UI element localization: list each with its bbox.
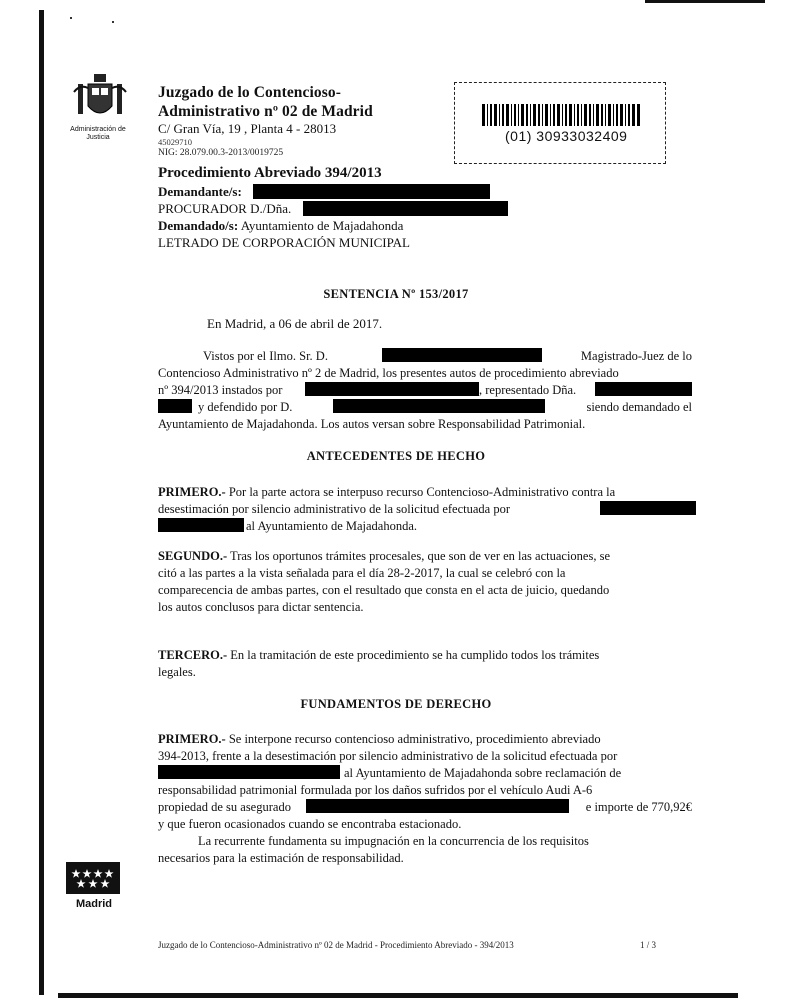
redaction-block bbox=[158, 518, 244, 532]
ant-primero-line3: al Ayuntamiento de Majadahonda. bbox=[246, 519, 418, 533]
footer-text: Juzgado de lo Contencioso-Administrativo nº 02 de Madrid - Procedimiento Abreviado - 394/2013 bbox=[158, 940, 514, 950]
ant-segundo-line4: los autos conclusos para dictar sentencia. bbox=[158, 600, 364, 614]
coat-of-arms-icon bbox=[70, 72, 130, 122]
fun-primero-line1 bbox=[158, 731, 692, 748]
ant-tercero-line1 bbox=[158, 647, 692, 664]
ant-tercero-lead: TERCERO.- bbox=[158, 648, 228, 662]
barcode-number: (01) 30933032409 bbox=[505, 128, 628, 144]
ant-tercero-line2: legales. bbox=[158, 665, 196, 679]
ant-primero-line1 bbox=[158, 484, 692, 501]
court-name-line1: Juzgado de lo Contencioso- bbox=[158, 84, 342, 101]
vistos-line-4b: siendo demandado el bbox=[586, 400, 692, 414]
madrid-stars-logo-icon bbox=[66, 862, 120, 894]
letrado-line: LETRADO DE CORPORACIÓN MUNICIPAL bbox=[158, 235, 410, 250]
scan-speck bbox=[112, 21, 114, 23]
court-code: 45029710 bbox=[158, 137, 192, 147]
barcode-icon bbox=[482, 104, 640, 126]
fun-primero-line4: responsabilidad patrimonial formulada por los daños sufridos por el vehículo Audi A-6 bbox=[158, 783, 593, 797]
ant-primero-line2: desestimación por silencio administrativo de la solicitud efectuada por bbox=[158, 502, 510, 516]
scan-speck bbox=[70, 17, 72, 19]
demandado-label: Demandado/s: bbox=[158, 218, 239, 233]
court-name-line2: Administrativo nº 02 de Madrid bbox=[158, 103, 373, 120]
vistos-line-1b: Magistrado-Juez de lo bbox=[580, 349, 692, 363]
fun-primero-line6: y que fueron ocasionados cuando se encontraba estacionado. bbox=[158, 817, 462, 831]
antecedentes-heading: ANTECEDENTES DE HECHO bbox=[306, 449, 486, 463]
scan-edge-bar bbox=[39, 10, 44, 995]
vistos-line-3a: nº 394/2013 instados por bbox=[158, 383, 283, 397]
fun-primero-line5b: e importe de 770,92€ bbox=[585, 800, 692, 814]
scan-bottom-bar bbox=[58, 993, 738, 998]
fun-p2-line2: necesarios para la estimación de responsabilidad. bbox=[158, 851, 404, 865]
demandado-value: Ayuntamiento de Majadahonda bbox=[238, 218, 404, 233]
redaction-block bbox=[333, 399, 545, 413]
redaction-block bbox=[382, 348, 542, 362]
vistos-text: Vistos por el Ilmo. Sr. D. bbox=[203, 349, 328, 363]
ant-segundo-line1 bbox=[158, 548, 692, 565]
vistos-line-3b: , representado Dña. bbox=[479, 383, 577, 397]
procurador-label: PROCURADOR D./Dña. bbox=[158, 201, 292, 216]
nig-number: NIG: 28.079.00.3-2013/0019725 bbox=[158, 148, 284, 158]
ant-segundo-line2: citó a las partes a la vista señalada para el día 28-2-2017, la cual se celebró con la bbox=[158, 566, 566, 580]
redaction-block bbox=[595, 382, 692, 396]
redaction-block bbox=[158, 399, 192, 413]
fun-primero-line5a: propiedad de su asegurado bbox=[158, 800, 291, 814]
fun-p2-line1: La recurrente fundamenta su impugnación en la concurrencia de los requisitos bbox=[198, 834, 589, 848]
sentencia-date: En Madrid, a 06 de abril de 2017. bbox=[207, 316, 383, 331]
redaction-block bbox=[158, 765, 340, 779]
ant-segundo-lead: SEGUNDO.- bbox=[158, 549, 228, 563]
madrid-logo-label: Madrid bbox=[75, 898, 113, 910]
vistos-line-4a: y defendido por D. bbox=[198, 400, 293, 414]
ant-tercero-text: En la tramitación de este procedimiento se ha cumplido todos los trámites bbox=[227, 648, 600, 662]
redaction-block bbox=[305, 382, 479, 396]
vistos-line-5: Ayuntamiento de Majadahonda. Los autos versan sobre Responsabilidad Patrimonial. bbox=[158, 417, 586, 431]
crest-label: Administración de Justicia bbox=[70, 126, 126, 141]
fundamentos-heading: FUNDAMENTOS DE DERECHO bbox=[300, 697, 492, 711]
court-address: C/ Gran Vía, 19 , Planta 4 - 28013 bbox=[158, 121, 337, 136]
redaction-block bbox=[303, 201, 508, 216]
fun-primero-text: Se interpone recurso contencioso administrativo, procedimiento abreviado bbox=[225, 732, 601, 746]
ant-segundo-line3: comparecencia de ambas partes, con el resultado que consta en el acta de juicio, quedando bbox=[158, 583, 610, 597]
demandante-label: Demandante/s: bbox=[158, 184, 242, 199]
sentencia-title: SENTENCIA Nº 153/2017 bbox=[323, 287, 469, 301]
redaction-block bbox=[253, 184, 490, 199]
procedure-title: Procedimiento Abreviado 394/2013 bbox=[158, 165, 382, 181]
ant-primero-text: Por la parte actora se interpuso recurso Contencioso-Administrativo contra la bbox=[225, 485, 616, 499]
fun-primero-line2: 394-2013, frente a la desestimación por silencio administrativo de la solicitud efectuada por bbox=[158, 749, 618, 763]
vistos-line-2: Contencioso Administrativo nº 2 de Madrid, los presentes autos de procedimiento abreviado bbox=[158, 366, 619, 380]
fun-primero-line3: al Ayuntamiento de Majadahonda sobre reclamación de bbox=[344, 766, 622, 780]
fun-primero-lead: PRIMERO.- bbox=[158, 732, 226, 746]
redaction-block bbox=[600, 501, 696, 515]
demandado-line bbox=[158, 218, 403, 234]
ant-primero-lead: PRIMERO.- bbox=[158, 485, 226, 499]
page-number: 1 / 3 bbox=[640, 940, 657, 950]
redaction-block bbox=[306, 799, 569, 813]
scan-top-mark bbox=[645, 0, 765, 3]
court-name bbox=[158, 83, 373, 121]
ant-segundo-text: Tras los oportunos trámites procesales, que son de ver en las actuaciones, se bbox=[227, 549, 611, 563]
